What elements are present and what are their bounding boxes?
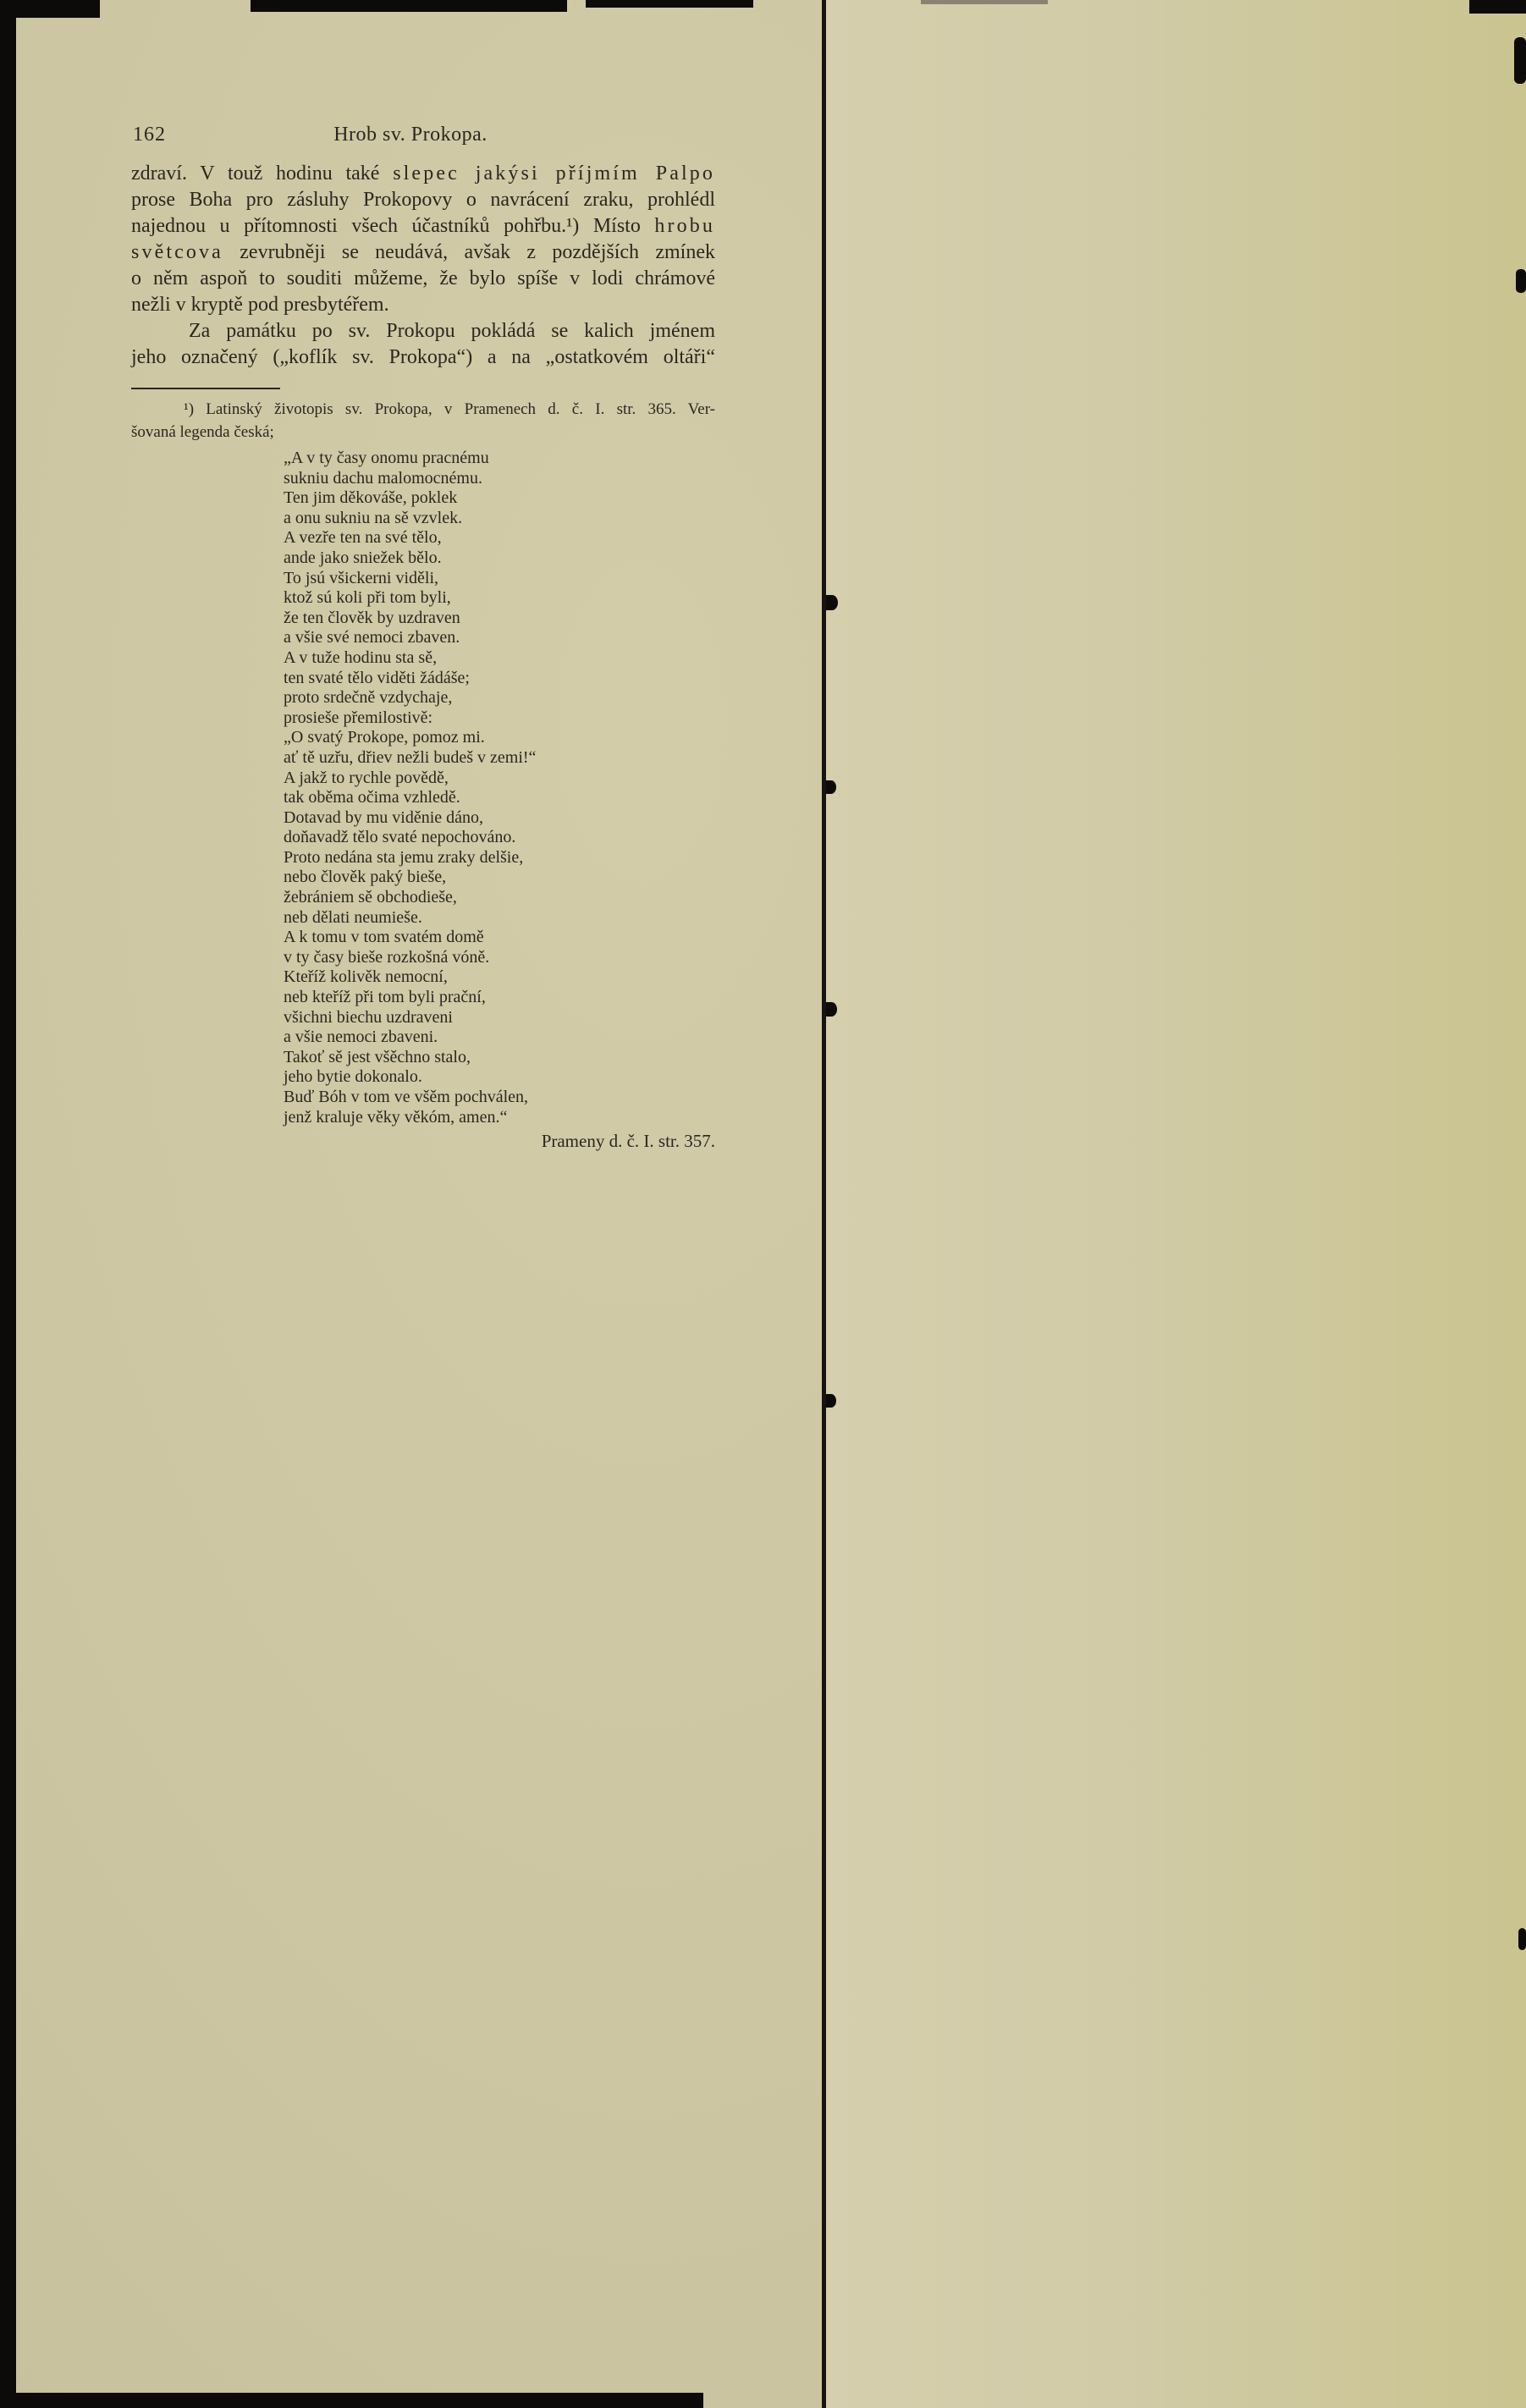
text-segment: Ten jim děkováše, poklek (284, 488, 458, 508)
body-text-line (131, 344, 715, 371)
text-segment: najednou u přítomnosti všech účastníků pohřbu.¹) Místo (131, 215, 655, 237)
text-segment: Buď Bóh v tom ve všěm pochválen, (284, 1088, 529, 1106)
verse-line (284, 868, 724, 888)
ink-speck-2 (826, 780, 836, 794)
verse-line (284, 548, 724, 569)
text-segment: Za památku po sv. Prokopu pokládá se kalich jménem (189, 320, 715, 342)
verse-quotation (284, 449, 724, 1127)
body-text-line (131, 213, 715, 240)
text-segment: Takoť sě jest všěchno stalo, (284, 1047, 471, 1066)
verse-line (284, 648, 724, 669)
text-segment: a onu sukniu na sě vzvlek. (284, 508, 463, 527)
text-segment: To jsú všickerni viděli, (284, 568, 439, 587)
verse-line (284, 669, 724, 689)
verse-line (284, 588, 724, 609)
text-segment: tak oběma očima vzhledě. (284, 788, 460, 807)
scan-edge-left-bar (0, 0, 16, 2408)
scan-edge-top-4 (921, 0, 1048, 4)
verse-line (284, 449, 724, 469)
scan-edge-top-3 (586, 0, 753, 8)
binding-rule (822, 0, 826, 2408)
scan-mark-right-1 (1516, 269, 1526, 293)
verse-line (284, 728, 724, 748)
ink-speck-1 (826, 595, 838, 610)
verse-line (284, 569, 724, 589)
text-segment: nebo člověk paký bieše, (284, 868, 447, 887)
verse-line (284, 808, 724, 829)
adjacent-page-area (826, 0, 1526, 2408)
text-segment: A jakž to rychle povědě, (284, 768, 449, 787)
verse-line (284, 469, 724, 489)
verse-line (284, 688, 724, 708)
text-segment: a všie nemoci zbaveni. (284, 1028, 438, 1047)
text-segment: neb kteříž při tom byli prační, (284, 988, 486, 1007)
page-number: 162 (133, 124, 166, 146)
body-text (131, 161, 715, 371)
verse-line (284, 528, 724, 548)
verse-line (284, 1067, 724, 1088)
body-text-line (131, 318, 715, 344)
text-segment: A k tomu v tom svatém domě (284, 928, 484, 947)
body-text-line (131, 240, 715, 266)
text-segment: ande jako sniežek bělo. (284, 548, 442, 567)
scan-edge-top-right (1469, 0, 1526, 14)
text-segment: šovaná legenda česká; (131, 423, 274, 441)
verse-line (284, 948, 724, 968)
text-segment: „A v ty časy onomu pracnému (284, 449, 489, 467)
scan-edge-bottom (16, 2393, 703, 2408)
verse-line (284, 967, 724, 988)
text-segment: doňavadž tělo svaté nepochováno. (284, 828, 516, 847)
verse-line (284, 628, 724, 648)
text-segment: všichni biechu uzdraveni (284, 1007, 453, 1027)
text-segment: zdraví. V touž hodinu také (131, 163, 394, 185)
footnote-line (131, 398, 715, 421)
body-text-line (131, 292, 715, 318)
ink-speck-3 (826, 1002, 837, 1017)
footnote-text (131, 398, 715, 444)
scan-edge-top-2 (251, 0, 567, 12)
verse-line (284, 848, 724, 868)
text-segment: ať tě uzřu, dřiev nežli budeš v zemi!“ (284, 747, 537, 767)
text-segment: „O svatý Prokope, pomoz mi. (284, 728, 485, 747)
text-segment: světcova (131, 241, 223, 263)
verse-line (284, 769, 724, 789)
verse-line (284, 928, 724, 948)
body-text-line (131, 161, 715, 187)
verse-line (284, 509, 724, 529)
verse-line (284, 908, 724, 928)
verse-line (284, 1048, 724, 1068)
text-segment: Dotavad by mu viděnie dáno, (284, 807, 484, 827)
verse-line (284, 788, 724, 808)
verse-line (284, 748, 724, 769)
verse-line (284, 1088, 724, 1108)
text-segment: jeho označený („koflík sv. Prokopa“) a na „ostatkovém oltáři“ (131, 346, 715, 368)
text-segment: neb dělati neumieše. (284, 907, 422, 927)
body-text-line (131, 266, 715, 292)
text-segment: žebrániem sě obchodieše, (284, 888, 457, 907)
text-segment: jenž kraluje věky věkóm, amen.“ (284, 1107, 508, 1127)
text-segment: ¹) Latinský životopis sv. Prokopa, v Pramenech d. č. I. str. 365. Ver- (184, 400, 715, 418)
footnote-source: Prameny d. č. I. str. 357. (541, 1131, 715, 1151)
text-segment: hrobu (654, 215, 715, 237)
text-segment: A v tuže hodinu sta sě, (284, 647, 438, 667)
text-segment: jeho bytie dokonalo. (284, 1067, 422, 1087)
text-segment: proto srdečně vzdychaje, (284, 688, 453, 708)
verse-line (284, 488, 724, 509)
text-segment: že ten člověk by uzdraven (284, 608, 460, 627)
verse-line (284, 828, 724, 848)
verse-line (284, 1008, 724, 1028)
footnote-line (131, 421, 715, 444)
text-segment: Proto nedána sta jemu zraky delšie, (284, 847, 524, 867)
verse-line (284, 888, 724, 908)
body-text-line (131, 187, 715, 213)
text-segment: v ty časy bieše rozkošná vóně. (284, 947, 490, 967)
verse-line (284, 609, 724, 629)
verse-line (284, 1028, 724, 1048)
ink-speck-4 (826, 1394, 836, 1408)
text-segment: o něm aspoň to souditi můžeme, že bylo spíše v lodi chrámové (131, 267, 715, 289)
verse-line (284, 988, 724, 1008)
footnote-separator (131, 388, 280, 389)
text-segment: nežli v kryptě pod presbytéřem. (131, 294, 389, 316)
text-segment: A vezře ten na své tělo, (284, 528, 442, 548)
text-segment: prose Boha pro zásluhy Prokopovy o navrácení zraku, prohlédl (131, 189, 715, 211)
text-segment: Kteříž kolivěk nemocní, (284, 967, 448, 987)
text-segment: ktož sú koli při tom byli, (284, 588, 451, 608)
text-segment: prosieše přemilostivě: (284, 708, 433, 727)
text-segment: a všie své nemoci zbaven. (284, 628, 460, 647)
scan-edge-top-1 (0, 0, 100, 18)
text-segment: sukniu dachu malomocnému. (284, 468, 482, 488)
scan-mark-right-top (1514, 37, 1526, 84)
running-header: Hrob sv. Prokopa. (333, 124, 488, 146)
verse-line (284, 708, 724, 729)
text-segment: zevrubněji se neudává, avšak z pozdějších zmínek (223, 241, 715, 263)
text-segment: ten svaté tělo viděti žádáše; (284, 668, 470, 687)
scan-mark-right-2 (1518, 1928, 1526, 1950)
text-segment: slepec jakýsi příjmím Palpo (393, 163, 715, 185)
verse-line (284, 1108, 724, 1128)
